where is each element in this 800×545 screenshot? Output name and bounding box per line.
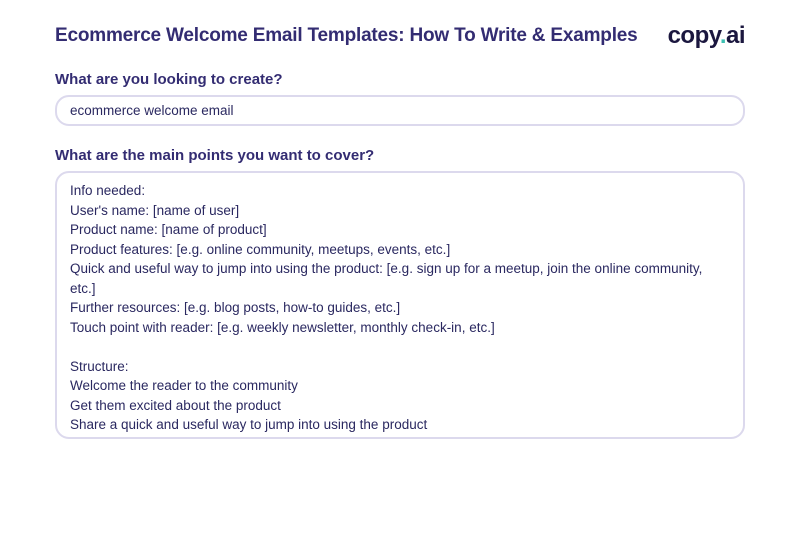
logo-dot: .: [719, 22, 726, 49]
header: [55, 22, 745, 50]
copyai-logo: [668, 22, 745, 50]
points-question-label: What are the main points you want to cover?: [55, 147, 375, 164]
page-title: Ecommerce Welcome Email Templates: How To Write & Examples: [55, 25, 638, 46]
create-input[interactable]: [55, 95, 745, 126]
main-points-textarea[interactable]: [55, 171, 745, 439]
logo-text-copy: copy: [667, 22, 720, 49]
create-question-label: What are you looking to create?: [55, 71, 283, 88]
logo-text-ai: ai: [725, 22, 745, 49]
